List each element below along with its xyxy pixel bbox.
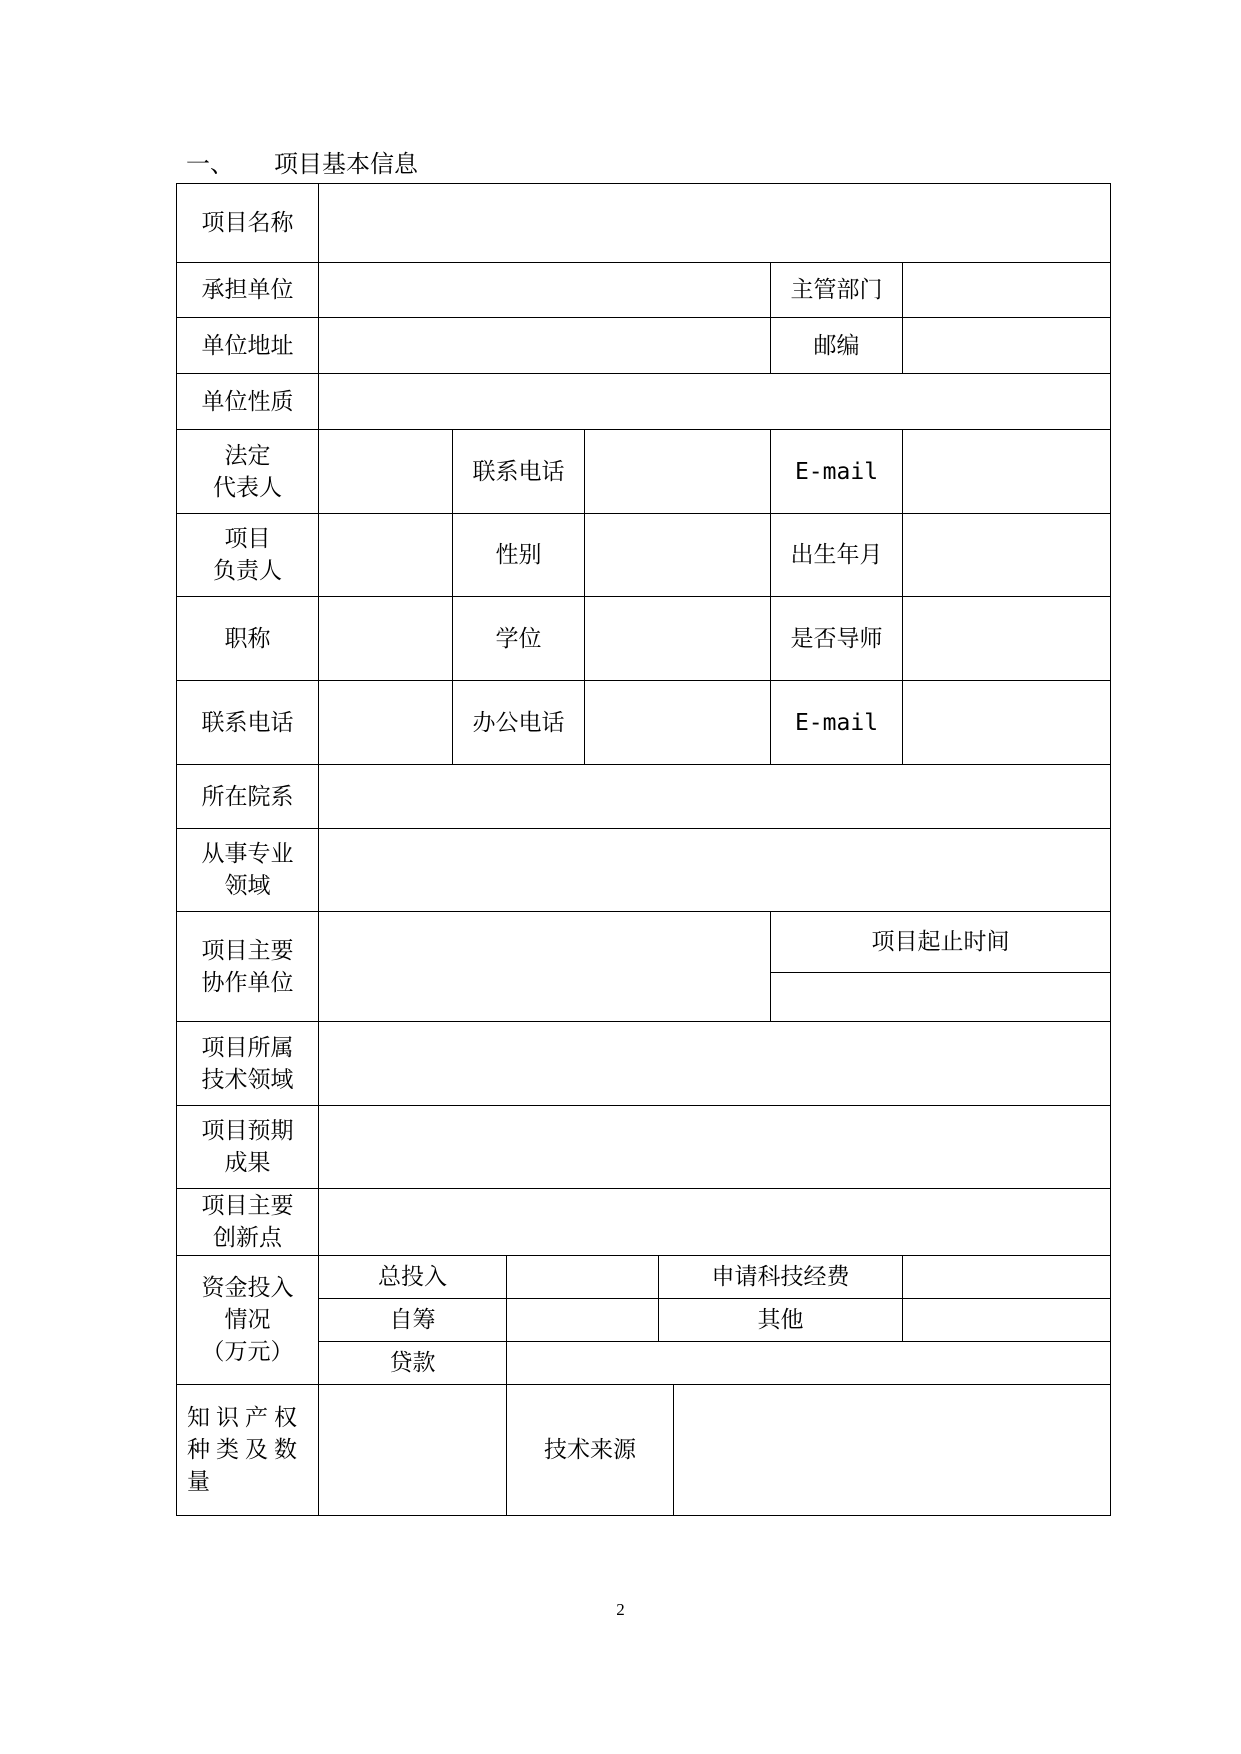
input-email[interactable] xyxy=(903,430,1111,514)
label-ip: 知识产权种类及数量 xyxy=(177,1385,319,1516)
label-email: E-mail xyxy=(771,430,903,514)
input-unit-nature[interactable] xyxy=(319,374,1111,430)
page-number: 2 xyxy=(616,1600,625,1619)
input-applied-funds[interactable] xyxy=(903,1256,1111,1299)
input-contact-phone-2[interactable] xyxy=(319,681,453,765)
input-specialty[interactable] xyxy=(319,829,1111,912)
label-expected-results: 项目预期 成果 xyxy=(177,1106,319,1189)
input-undertaking-unit[interactable] xyxy=(319,263,771,318)
period-cell xyxy=(771,912,1111,1022)
section-heading xyxy=(186,148,418,180)
section-title: 项目基本信息 xyxy=(274,150,418,178)
label-unit-nature: 单位性质 xyxy=(177,374,319,430)
input-tech-source[interactable] xyxy=(674,1385,1111,1516)
label-contact-phone-2: 联系电话 xyxy=(177,681,319,765)
label-project-leader: 项目 负责人 xyxy=(177,514,319,597)
label-specialty: 从事专业 领域 xyxy=(177,829,319,912)
label-undertaking-unit: 承担单位 xyxy=(177,263,319,318)
input-degree[interactable] xyxy=(585,597,771,681)
input-department[interactable] xyxy=(319,765,1111,829)
input-ip[interactable] xyxy=(319,1385,507,1516)
input-birth-month[interactable] xyxy=(903,514,1111,597)
label-loan: 贷款 xyxy=(319,1342,507,1385)
input-expected-results[interactable] xyxy=(319,1106,1111,1189)
project-info-form xyxy=(176,183,1111,1516)
period-subtable xyxy=(771,912,1110,1021)
label-degree: 学位 xyxy=(453,597,585,681)
input-loan[interactable] xyxy=(507,1342,1111,1385)
label-contact-phone: 联系电话 xyxy=(453,430,585,514)
label-tech-field: 项目所属 技术领域 xyxy=(177,1022,319,1106)
input-collaborators[interactable] xyxy=(319,912,771,1022)
label-innovation: 项目主要 创新点 xyxy=(177,1189,319,1256)
label-department: 所在院系 xyxy=(177,765,319,829)
label-unit-address: 单位地址 xyxy=(177,318,319,374)
label-is-supervisor: 是否导师 xyxy=(771,597,903,681)
label-postcode: 邮编 xyxy=(771,318,903,374)
input-period[interactable] xyxy=(771,972,1110,1021)
input-tech-field[interactable] xyxy=(319,1022,1111,1106)
label-birth-month: 出生年月 xyxy=(771,514,903,597)
input-self-raised[interactable] xyxy=(507,1299,659,1342)
label-period: 项目起止时间 xyxy=(771,912,1110,972)
label-other: 其他 xyxy=(659,1299,903,1342)
input-title[interactable] xyxy=(319,597,453,681)
label-title: 职称 xyxy=(177,597,319,681)
label-tech-source: 技术来源 xyxy=(507,1385,674,1516)
input-contact-phone[interactable] xyxy=(585,430,771,514)
label-project-name: 项目名称 xyxy=(177,184,319,263)
input-project-name[interactable] xyxy=(319,184,1111,263)
input-innovation[interactable] xyxy=(319,1189,1111,1256)
input-legal-rep[interactable] xyxy=(319,430,453,514)
label-email-2: E-mail xyxy=(771,681,903,765)
input-email-2[interactable] xyxy=(903,681,1111,765)
input-other[interactable] xyxy=(903,1299,1111,1342)
input-supervisor-dept[interactable] xyxy=(903,263,1111,318)
label-office-phone: 办公电话 xyxy=(453,681,585,765)
label-collaborators: 项目主要 协作单位 xyxy=(177,912,319,1022)
input-gender[interactable] xyxy=(585,514,771,597)
label-supervisor-dept: 主管部门 xyxy=(771,263,903,318)
label-total-investment: 总投入 xyxy=(319,1256,507,1299)
label-legal-rep: 法定 代表人 xyxy=(177,430,319,514)
input-is-supervisor[interactable] xyxy=(903,597,1111,681)
label-funding: 资金投入 情况 （万元） xyxy=(177,1256,319,1385)
input-unit-address[interactable] xyxy=(319,318,771,374)
input-office-phone[interactable] xyxy=(585,681,771,765)
input-project-leader[interactable] xyxy=(319,514,453,597)
input-total-investment[interactable] xyxy=(507,1256,659,1299)
label-self-raised: 自筹 xyxy=(319,1299,507,1342)
input-postcode[interactable] xyxy=(903,318,1111,374)
section-number: 一、 xyxy=(186,150,234,178)
label-applied-funds: 申请科技经费 xyxy=(659,1256,903,1299)
label-gender: 性别 xyxy=(453,514,585,597)
